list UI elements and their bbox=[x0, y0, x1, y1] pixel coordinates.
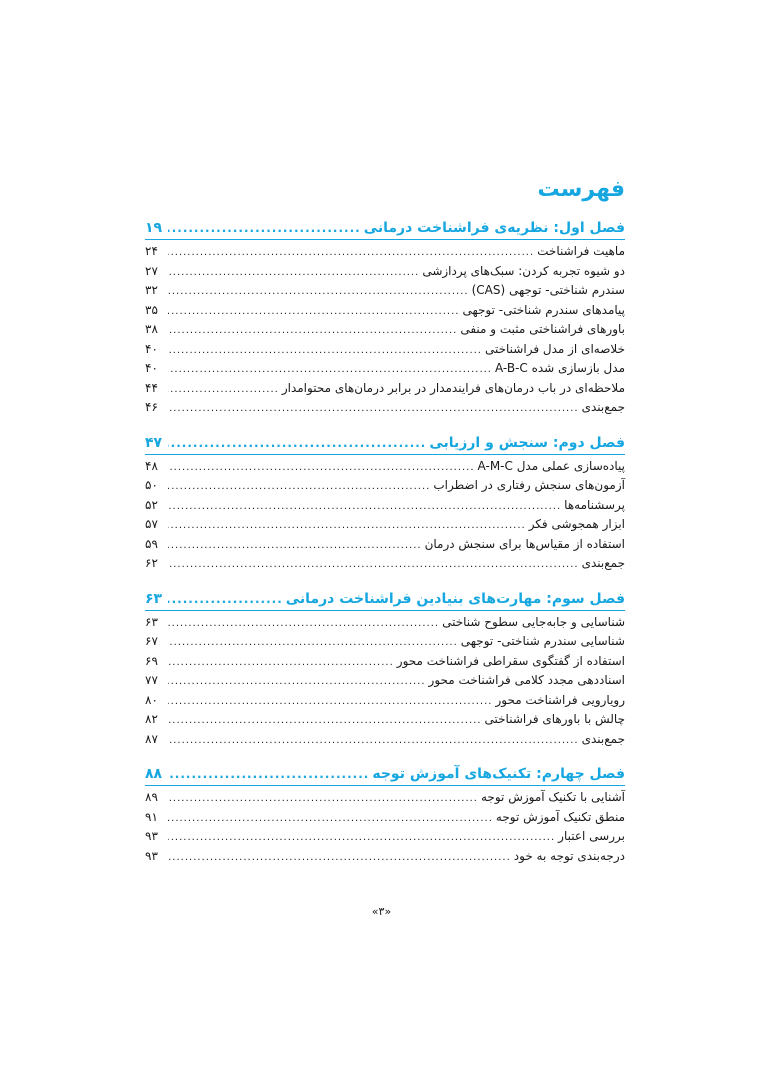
dot-leader bbox=[168, 341, 482, 361]
toc-entry[interactable] bbox=[145, 847, 625, 867]
entry-page-number: ۹۱ bbox=[145, 809, 158, 824]
entry-page-number: ۲۴ bbox=[145, 244, 158, 258]
entry-title: جمع‌بندی bbox=[581, 556, 625, 570]
chapter-page-number: ۸۸ bbox=[145, 766, 163, 782]
page-number-footer: «۳» bbox=[371, 905, 392, 918]
dot-leader bbox=[168, 360, 492, 380]
toc-entry[interactable] bbox=[145, 301, 625, 321]
chapter-heading[interactable] bbox=[145, 432, 625, 455]
entry-page-number: ۶۳ bbox=[145, 614, 158, 629]
entry-page-number: ۸۲ bbox=[145, 712, 158, 726]
chapter-title: فصل اول: نظریه‌ی فراشناخت درمانی bbox=[363, 220, 625, 236]
entry-title: اسناددهی مجدد کلامی فراشناخت محور bbox=[428, 673, 625, 687]
toc-entry[interactable] bbox=[145, 281, 625, 301]
toc-entry[interactable] bbox=[145, 379, 625, 399]
dot-leader bbox=[168, 321, 457, 341]
toc-entry[interactable] bbox=[145, 554, 625, 574]
chapter-page-number: ۴۷ bbox=[145, 434, 163, 451]
chapter-page-number: ۶۳ bbox=[145, 590, 163, 607]
entry-page-number: ۷۷ bbox=[145, 673, 158, 687]
dot-leader bbox=[168, 692, 492, 712]
chapter-title: فصل سوم: مهارت‌های بنیادین فراشناخت درمانی bbox=[285, 590, 625, 607]
toc-entry[interactable] bbox=[145, 613, 625, 633]
entry-title: استفاده از مقیاس‌ها برای سنجش درمان bbox=[424, 536, 625, 551]
entry-title: خلاصه‌ای از مدل فراشناختی bbox=[484, 341, 625, 356]
chapter-section bbox=[145, 588, 625, 750]
dot-leader bbox=[168, 497, 561, 517]
toc-entry[interactable] bbox=[145, 632, 625, 652]
entry-page-number: ۳۵ bbox=[145, 302, 158, 317]
dot-leader bbox=[168, 809, 493, 829]
entry-title: ابزار همجوشی فکر bbox=[528, 517, 625, 531]
entry-title: استفاده از گفتگوی سقراطی فراشناخت محور bbox=[396, 653, 625, 668]
toc-entry[interactable] bbox=[145, 671, 625, 691]
entry-title: جمع‌بندی bbox=[581, 731, 625, 746]
entry-page-number: ۵۲ bbox=[145, 497, 158, 512]
chapter-section bbox=[145, 217, 625, 418]
table-of-contents bbox=[145, 175, 625, 880]
dot-leader bbox=[168, 828, 555, 848]
toc-entry[interactable] bbox=[145, 730, 625, 750]
toc-entry[interactable] bbox=[145, 359, 625, 379]
dot-leader bbox=[168, 588, 283, 610]
entry-title: پیامدهای سندرم شناختی- توجهی bbox=[462, 302, 625, 317]
dot-leader bbox=[168, 614, 439, 634]
chapter-heading[interactable] bbox=[145, 763, 625, 786]
toc-entry[interactable] bbox=[145, 496, 625, 516]
entry-title: شناسایی و جابه‌جایی سطوح شناختی bbox=[442, 614, 625, 629]
entry-title: ماهیت فراشناخت bbox=[537, 244, 625, 258]
toc-entry[interactable] bbox=[145, 652, 625, 672]
entry-page-number: ۵۰ bbox=[145, 478, 158, 492]
entry-page-number: ۶۹ bbox=[145, 653, 158, 668]
dot-leader bbox=[168, 731, 579, 751]
entry-page-number: ۳۸ bbox=[145, 322, 158, 336]
entry-page-number: ۹۳ bbox=[145, 848, 158, 863]
dot-leader bbox=[168, 711, 482, 731]
entry-page-number: ۲۷ bbox=[145, 263, 158, 278]
dot-leader bbox=[168, 432, 426, 454]
dot-leader bbox=[168, 763, 369, 785]
entry-title: پیاده‌سازی عملی مدل A-M-C bbox=[477, 458, 625, 473]
entry-page-number: ۵۷ bbox=[145, 517, 158, 531]
entry-page-number: ۵۹ bbox=[145, 536, 158, 551]
toc-entry[interactable] bbox=[145, 242, 625, 262]
dot-leader bbox=[168, 380, 279, 400]
chapter-section bbox=[145, 432, 625, 574]
entry-title: بررسی اعتبار bbox=[558, 829, 625, 843]
toc-entry[interactable] bbox=[145, 710, 625, 730]
chapter-page-number: ۱۹ bbox=[145, 220, 163, 236]
dot-leader bbox=[168, 653, 394, 673]
dot-leader bbox=[168, 458, 475, 478]
chapter-title: فصل دوم: سنجش و ارزیابی bbox=[429, 434, 625, 451]
entry-title: جمع‌بندی bbox=[581, 400, 625, 414]
dot-leader bbox=[168, 555, 579, 575]
entry-page-number: ۴۶ bbox=[145, 400, 158, 414]
dot-leader bbox=[168, 282, 469, 302]
entry-page-number: ۴۰ bbox=[145, 341, 158, 356]
toc-entry[interactable] bbox=[145, 340, 625, 360]
entry-title: باورهای فراشناختی مثبت و منفی bbox=[460, 322, 625, 336]
dot-leader bbox=[168, 848, 511, 868]
entry-title: ملاحظه‌ای در باب درمان‌های فرایندمدار در برابر درمان‌های محتوامدار bbox=[281, 380, 625, 395]
toc-entry[interactable] bbox=[145, 691, 625, 711]
entry-title: درجه‌بندی توجه به خود bbox=[513, 848, 625, 863]
toc-entry[interactable] bbox=[145, 476, 625, 496]
dot-leader bbox=[168, 217, 361, 239]
entry-title: پرسشنامه‌ها bbox=[564, 497, 625, 512]
chapter-list bbox=[145, 217, 625, 866]
entry-title: سندرم شناختی- توجهی (CAS) bbox=[471, 283, 625, 297]
toc-entry[interactable] bbox=[145, 320, 625, 340]
entry-title: دو شیوه تجربه کردن: سبک‌های پردازشی bbox=[422, 263, 625, 278]
entry-page-number: ۳۲ bbox=[145, 283, 158, 297]
chapter-heading[interactable] bbox=[145, 217, 625, 240]
toc-entry[interactable] bbox=[145, 827, 625, 847]
dot-leader bbox=[168, 516, 526, 536]
entry-title: آزمون‌های سنجش رفتاری در اضطراب bbox=[433, 478, 625, 492]
entry-page-number: ۶۷ bbox=[145, 634, 158, 648]
entry-title: رویارویی فراشناخت محور bbox=[495, 692, 625, 707]
entry-title: منطق تکنیک آموزش توجه bbox=[495, 809, 625, 824]
dot-leader bbox=[168, 789, 478, 809]
toc-entry[interactable] bbox=[145, 457, 625, 477]
toc-entry[interactable] bbox=[145, 808, 625, 828]
dot-leader bbox=[168, 633, 458, 653]
chapter-section bbox=[145, 763, 625, 866]
toc-entry[interactable] bbox=[145, 398, 625, 418]
entry-page-number: ۴۴ bbox=[145, 380, 158, 395]
dot-leader bbox=[168, 302, 459, 322]
entry-page-number: ۶۲ bbox=[145, 556, 158, 570]
dot-leader bbox=[168, 672, 426, 692]
toc-entry[interactable] bbox=[145, 535, 625, 555]
entry-page-number: ۸۷ bbox=[145, 731, 158, 746]
entry-page-number: ۴۰ bbox=[145, 361, 158, 375]
toc-entry[interactable] bbox=[145, 515, 625, 535]
chapter-title: فصل چهارم: تکنیک‌های آموزش توجه bbox=[372, 766, 625, 782]
page-title: فهرست bbox=[537, 177, 625, 202]
toc-entry[interactable] bbox=[145, 262, 625, 282]
dot-leader bbox=[168, 399, 579, 419]
entry-title: چالش با باورهای فراشناختی bbox=[484, 712, 625, 726]
entry-page-number: ۸۰ bbox=[145, 692, 158, 707]
dot-leader bbox=[168, 536, 422, 556]
entry-title: آشنایی با تکنیک آموزش توجه bbox=[480, 790, 625, 804]
entry-title: شناسایی سندرم شناختی- توجهی bbox=[460, 634, 625, 648]
entry-page-number: ۹۳ bbox=[145, 829, 158, 843]
entry-page-number: ۸۹ bbox=[145, 790, 158, 804]
entry-title: مدل بازسازی شده A-B-C bbox=[494, 361, 625, 375]
toc-entry[interactable] bbox=[145, 788, 625, 808]
dot-leader bbox=[168, 263, 419, 283]
chapter-heading[interactable] bbox=[145, 588, 625, 611]
dot-leader bbox=[168, 477, 430, 497]
entry-page-number: ۴۸ bbox=[145, 458, 158, 473]
dot-leader bbox=[168, 243, 534, 263]
